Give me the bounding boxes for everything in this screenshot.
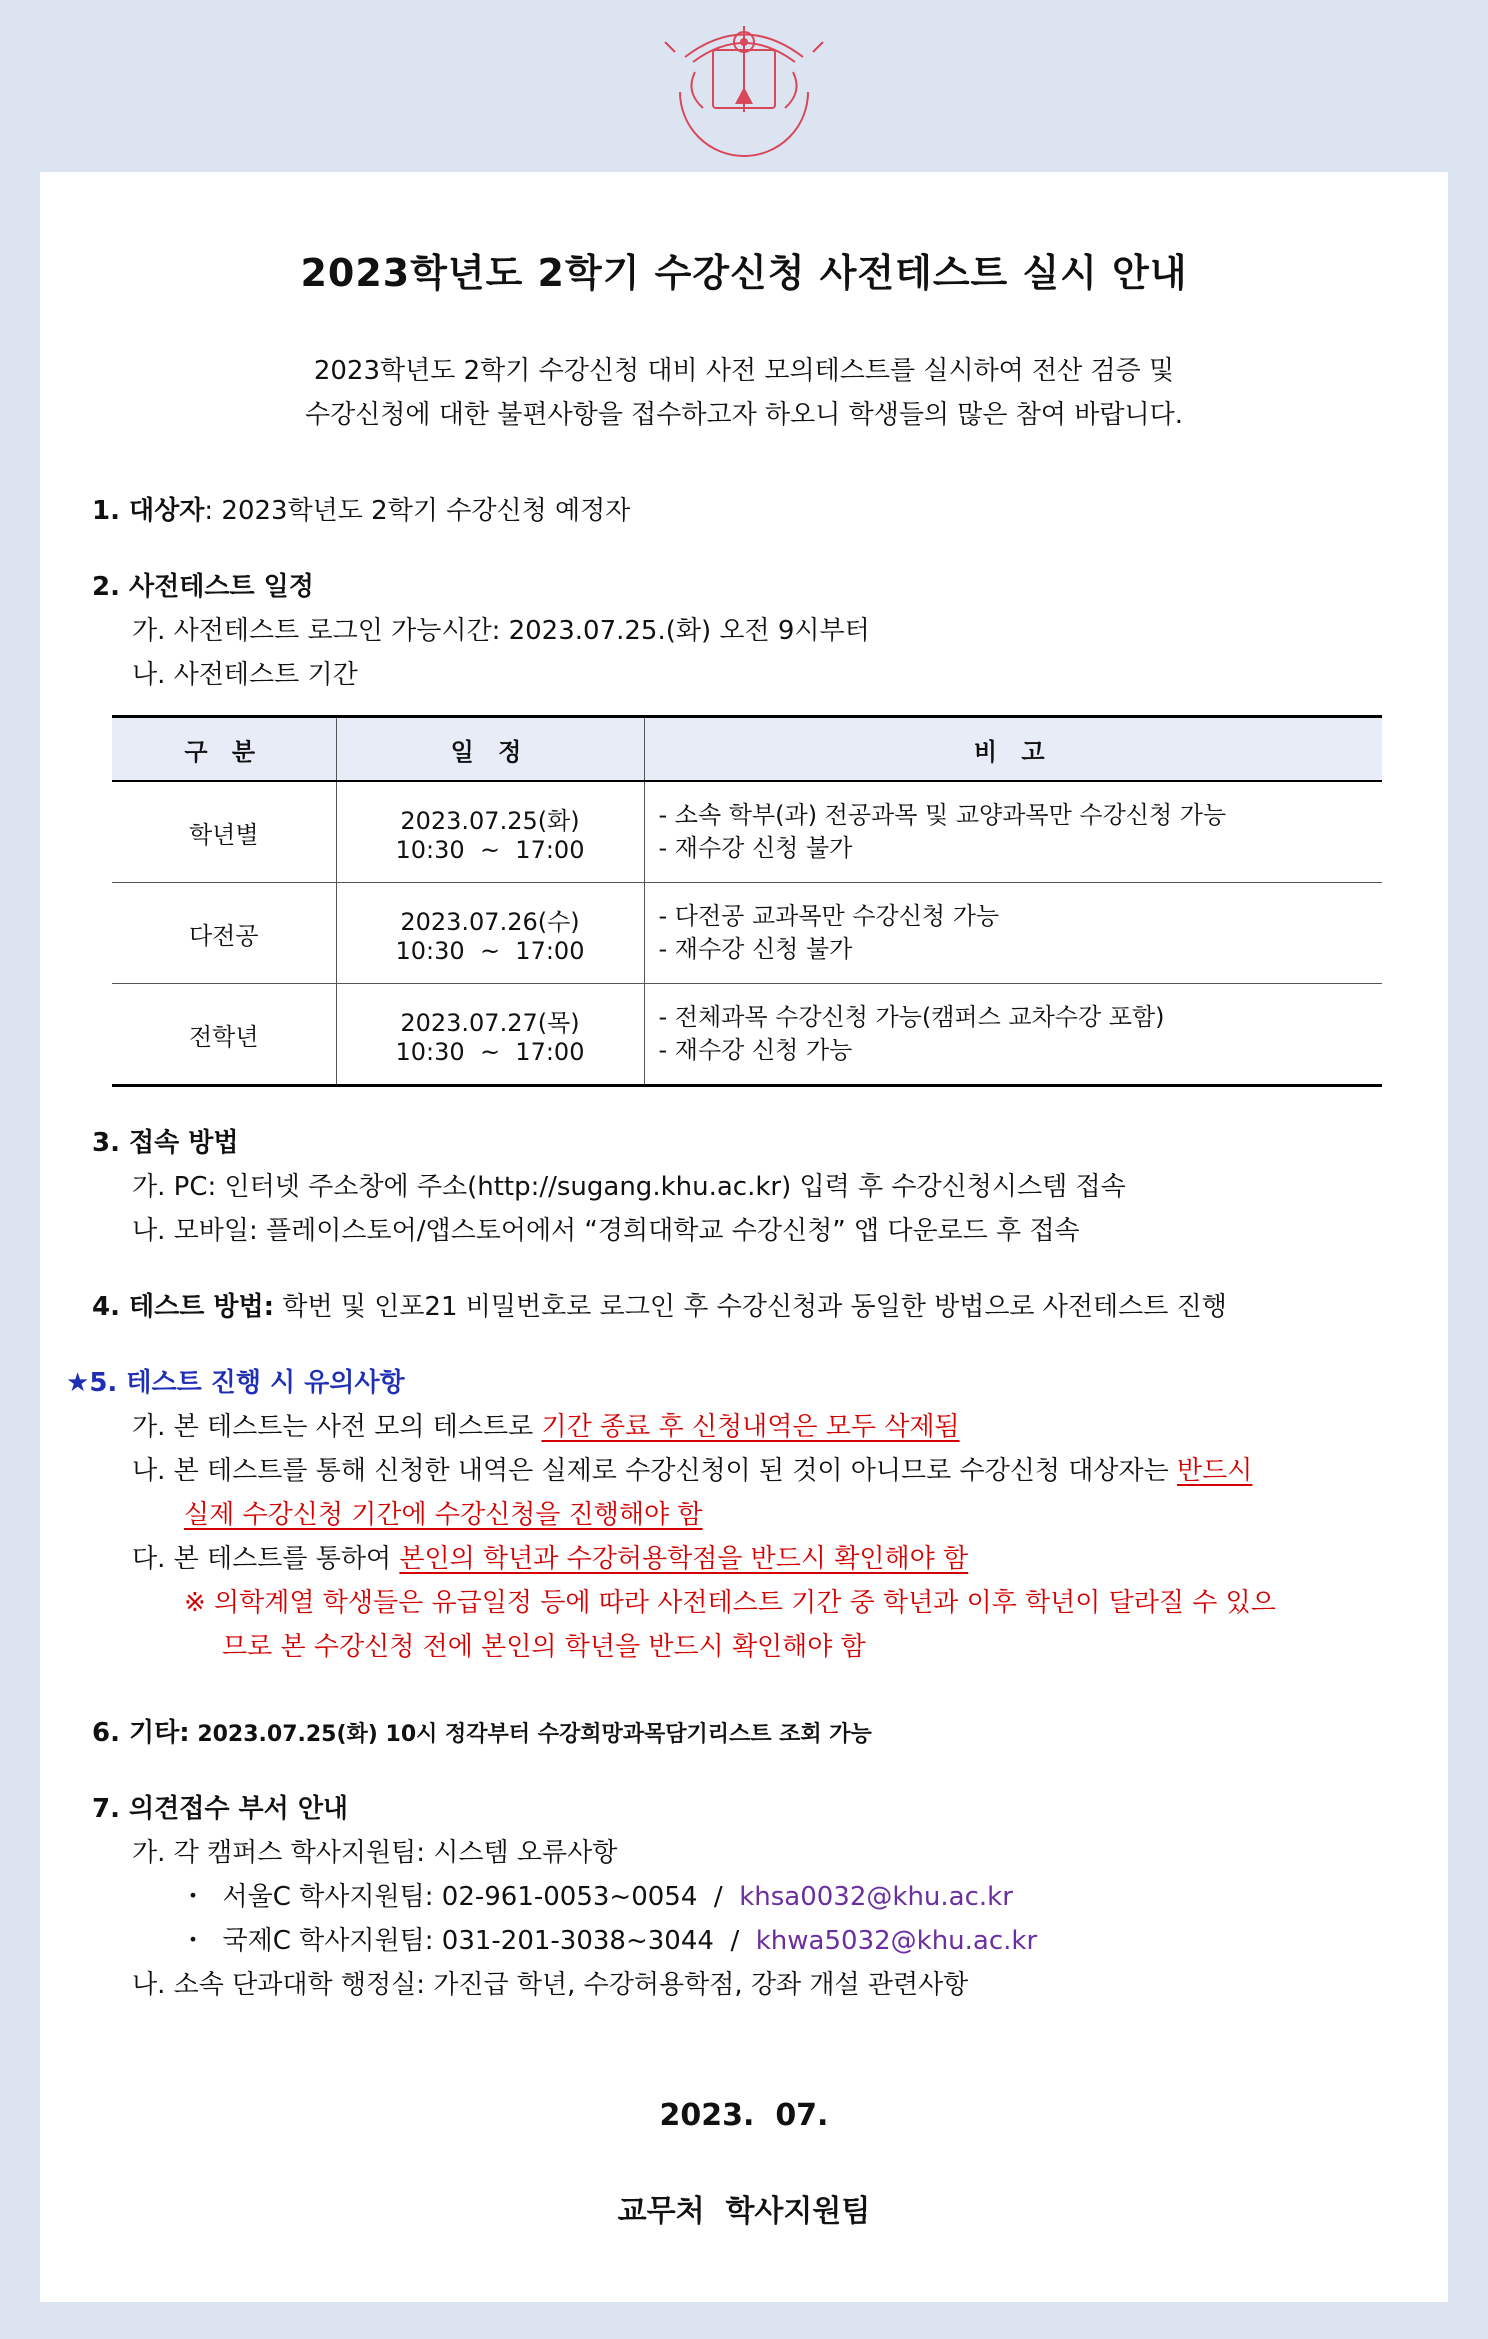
item-b-warning-2: 실제 수강신청 기간에 수강신청을 진행해야 함 bbox=[184, 1500, 703, 1530]
row-group: 학년별 bbox=[112, 781, 336, 883]
table-row bbox=[112, 984, 1382, 1086]
row-note-2: - 재수강 신청 불가 bbox=[658, 834, 853, 862]
section-3-item-b: 나. 모바일: 플레이스토어/앱스토어에서 “경희대학교 수강신청” 앱 다운로드 후 접속 bbox=[132, 1216, 1080, 1246]
notice-document bbox=[40, 172, 1448, 2302]
section-5-item-c bbox=[132, 1538, 968, 1575]
section-4-text: 학번 및 인포21 비밀번호로 로그인 후 수강신청과 동일한 방법으로 사전테스트 진행 bbox=[274, 1292, 1227, 1322]
row-note-1: - 전체과목 수강신청 가능(캠퍼스 교차수강 포함) bbox=[658, 1003, 1165, 1031]
intro-line-2: 수강신청에 대한 불편사항을 접수하고자 하오니 학생들의 많은 참여 바랍니다. bbox=[304, 400, 1184, 430]
intro-line-1: 2023학년도 2학기 수강신청 대비 사전 모의테스트를 실시하여 전산 검증 및 bbox=[313, 356, 1175, 386]
schedule-table bbox=[112, 715, 1382, 1087]
row-date: 2023.07.25(화) bbox=[400, 806, 580, 835]
page-title: 2023학년도 2학기 수강신청 사전테스트 실시 안내 bbox=[300, 251, 1188, 295]
university-seal-icon bbox=[655, 12, 833, 162]
global-email-link[interactable]: khwa5032@khu.ac.kr bbox=[755, 1926, 1038, 1956]
section-6-text: 2023.07.25(화) 10시 정각부터 수강희망과목담기리스트 조회 가능 bbox=[189, 1722, 872, 1747]
global-contact-text: ・ 국제C 학사지원팀: 031-201-3038~3044 / bbox=[180, 1926, 756, 1956]
item-b-warning-1: 반드시 bbox=[1177, 1456, 1253, 1486]
row-date: 2023.07.26(수) bbox=[400, 907, 580, 936]
table-header-row bbox=[112, 717, 1382, 782]
section-4-heading: 4. 테스트 방법: bbox=[92, 1292, 275, 1322]
section-7-item-b: 나. 소속 단과대학 행정실: 가진급 학년, 수강허용학점, 강좌 개설 관련사항 bbox=[132, 1970, 969, 2000]
row-schedule bbox=[336, 883, 644, 984]
university-logo bbox=[655, 12, 833, 162]
seoul-contact-text: ・ 서울C 학사지원팀: 02-961-0053~0054 / bbox=[180, 1882, 740, 1912]
row-date: 2023.07.27(목) bbox=[400, 1008, 580, 1037]
section-3-heading: 3. 접속 방법 bbox=[92, 1128, 239, 1158]
section-5-heading-line bbox=[66, 1362, 405, 1399]
section-5-heading: 5. 테스트 진행 시 유의사항 bbox=[89, 1368, 405, 1398]
row-note-1: - 다전공 교과목만 수강신청 가능 bbox=[658, 902, 1000, 930]
section-6-heading: 6. 기타: bbox=[92, 1718, 190, 1748]
global-contact bbox=[180, 1920, 1037, 1957]
item-a-warning: 기간 종료 후 신청내역은 모두 삭제됨 bbox=[541, 1412, 960, 1442]
row-time: 10:30 ~ 17:00 bbox=[395, 936, 585, 965]
row-schedule bbox=[336, 781, 644, 883]
section-7-item-a: 가. 각 캠퍼스 학사지원팀: 시스템 오류사항 bbox=[132, 1838, 618, 1868]
section-7-heading: 7. 의견접수 부서 안내 bbox=[92, 1794, 349, 1824]
row-remarks bbox=[644, 883, 1382, 984]
section-1-text: : 2023학년도 2학기 수강신청 예정자 bbox=[204, 496, 631, 526]
section-1-target bbox=[92, 490, 630, 527]
header-schedule: 일 정 bbox=[336, 717, 644, 782]
row-group: 다전공 bbox=[112, 883, 336, 984]
section-2-item-a: 가. 사전테스트 로그인 가능시간: 2023.07.25.(화) 오전 9시부터 bbox=[132, 616, 870, 646]
item-c-text: 다. 본 테스트를 통하여 bbox=[132, 1544, 400, 1574]
medical-note-line-1: ※ 의학계열 학생들은 유급일정 등에 따라 사전테스트 기간 중 학년과 이후 학년이 달라질 수 있으 bbox=[184, 1588, 1276, 1618]
row-group: 전학년 bbox=[112, 984, 336, 1086]
header-remarks: 비 고 bbox=[644, 717, 1382, 782]
footer-date: 2023. 07. bbox=[659, 2098, 829, 2133]
row-time: 10:30 ~ 17:00 bbox=[395, 835, 585, 864]
item-a-text: 가. 본 테스트는 사전 모의 테스트로 bbox=[132, 1412, 542, 1442]
section-4-method bbox=[92, 1286, 1227, 1323]
section-1-heading: 1. 대상자 bbox=[92, 496, 205, 526]
seoul-email-link[interactable]: khsa0032@khu.ac.kr bbox=[739, 1882, 1013, 1912]
seoul-contact bbox=[180, 1876, 1013, 1913]
table-row bbox=[112, 883, 1382, 984]
header-category: 구 분 bbox=[112, 717, 336, 782]
row-time: 10:30 ~ 17:00 bbox=[395, 1037, 585, 1066]
section-2-item-b: 나. 사전테스트 기간 bbox=[132, 660, 358, 690]
row-schedule bbox=[336, 984, 644, 1086]
item-b-text: 나. 본 테스트를 통해 신청한 내역은 실제로 수강신청이 된 것이 아니므로 수강신청 대상자는 bbox=[132, 1456, 1177, 1486]
section-2-heading: 2. 사전테스트 일정 bbox=[92, 572, 314, 602]
star-icon: ★ bbox=[66, 1368, 90, 1398]
section-5-item-b bbox=[132, 1450, 1252, 1487]
section-5-item-a bbox=[132, 1406, 960, 1443]
row-note-1: - 소속 학부(과) 전공과목 및 교양과목만 수강신청 가능 bbox=[658, 801, 1227, 829]
item-c-warning: 본인의 학년과 수강허용학점을 반드시 확인해야 함 bbox=[399, 1544, 969, 1574]
section-6-other bbox=[92, 1712, 872, 1749]
row-remarks bbox=[644, 984, 1382, 1086]
row-note-2: - 재수강 신청 가능 bbox=[658, 1036, 853, 1064]
table-row bbox=[112, 781, 1382, 883]
footer-department: 교무처 학사지원팀 bbox=[617, 2194, 871, 2229]
section-3-item-a: 가. PC: 인터넷 주소창에 주소(http://sugang.khu.ac.kr) 입력 후 수강신청시스템 접속 bbox=[132, 1172, 1126, 1202]
medical-note-line-2: 므로 본 수강신청 전에 본인의 학년을 반드시 확인해야 함 bbox=[222, 1632, 866, 1662]
row-note-2: - 재수강 신청 불가 bbox=[658, 935, 853, 963]
row-remarks bbox=[644, 781, 1382, 883]
